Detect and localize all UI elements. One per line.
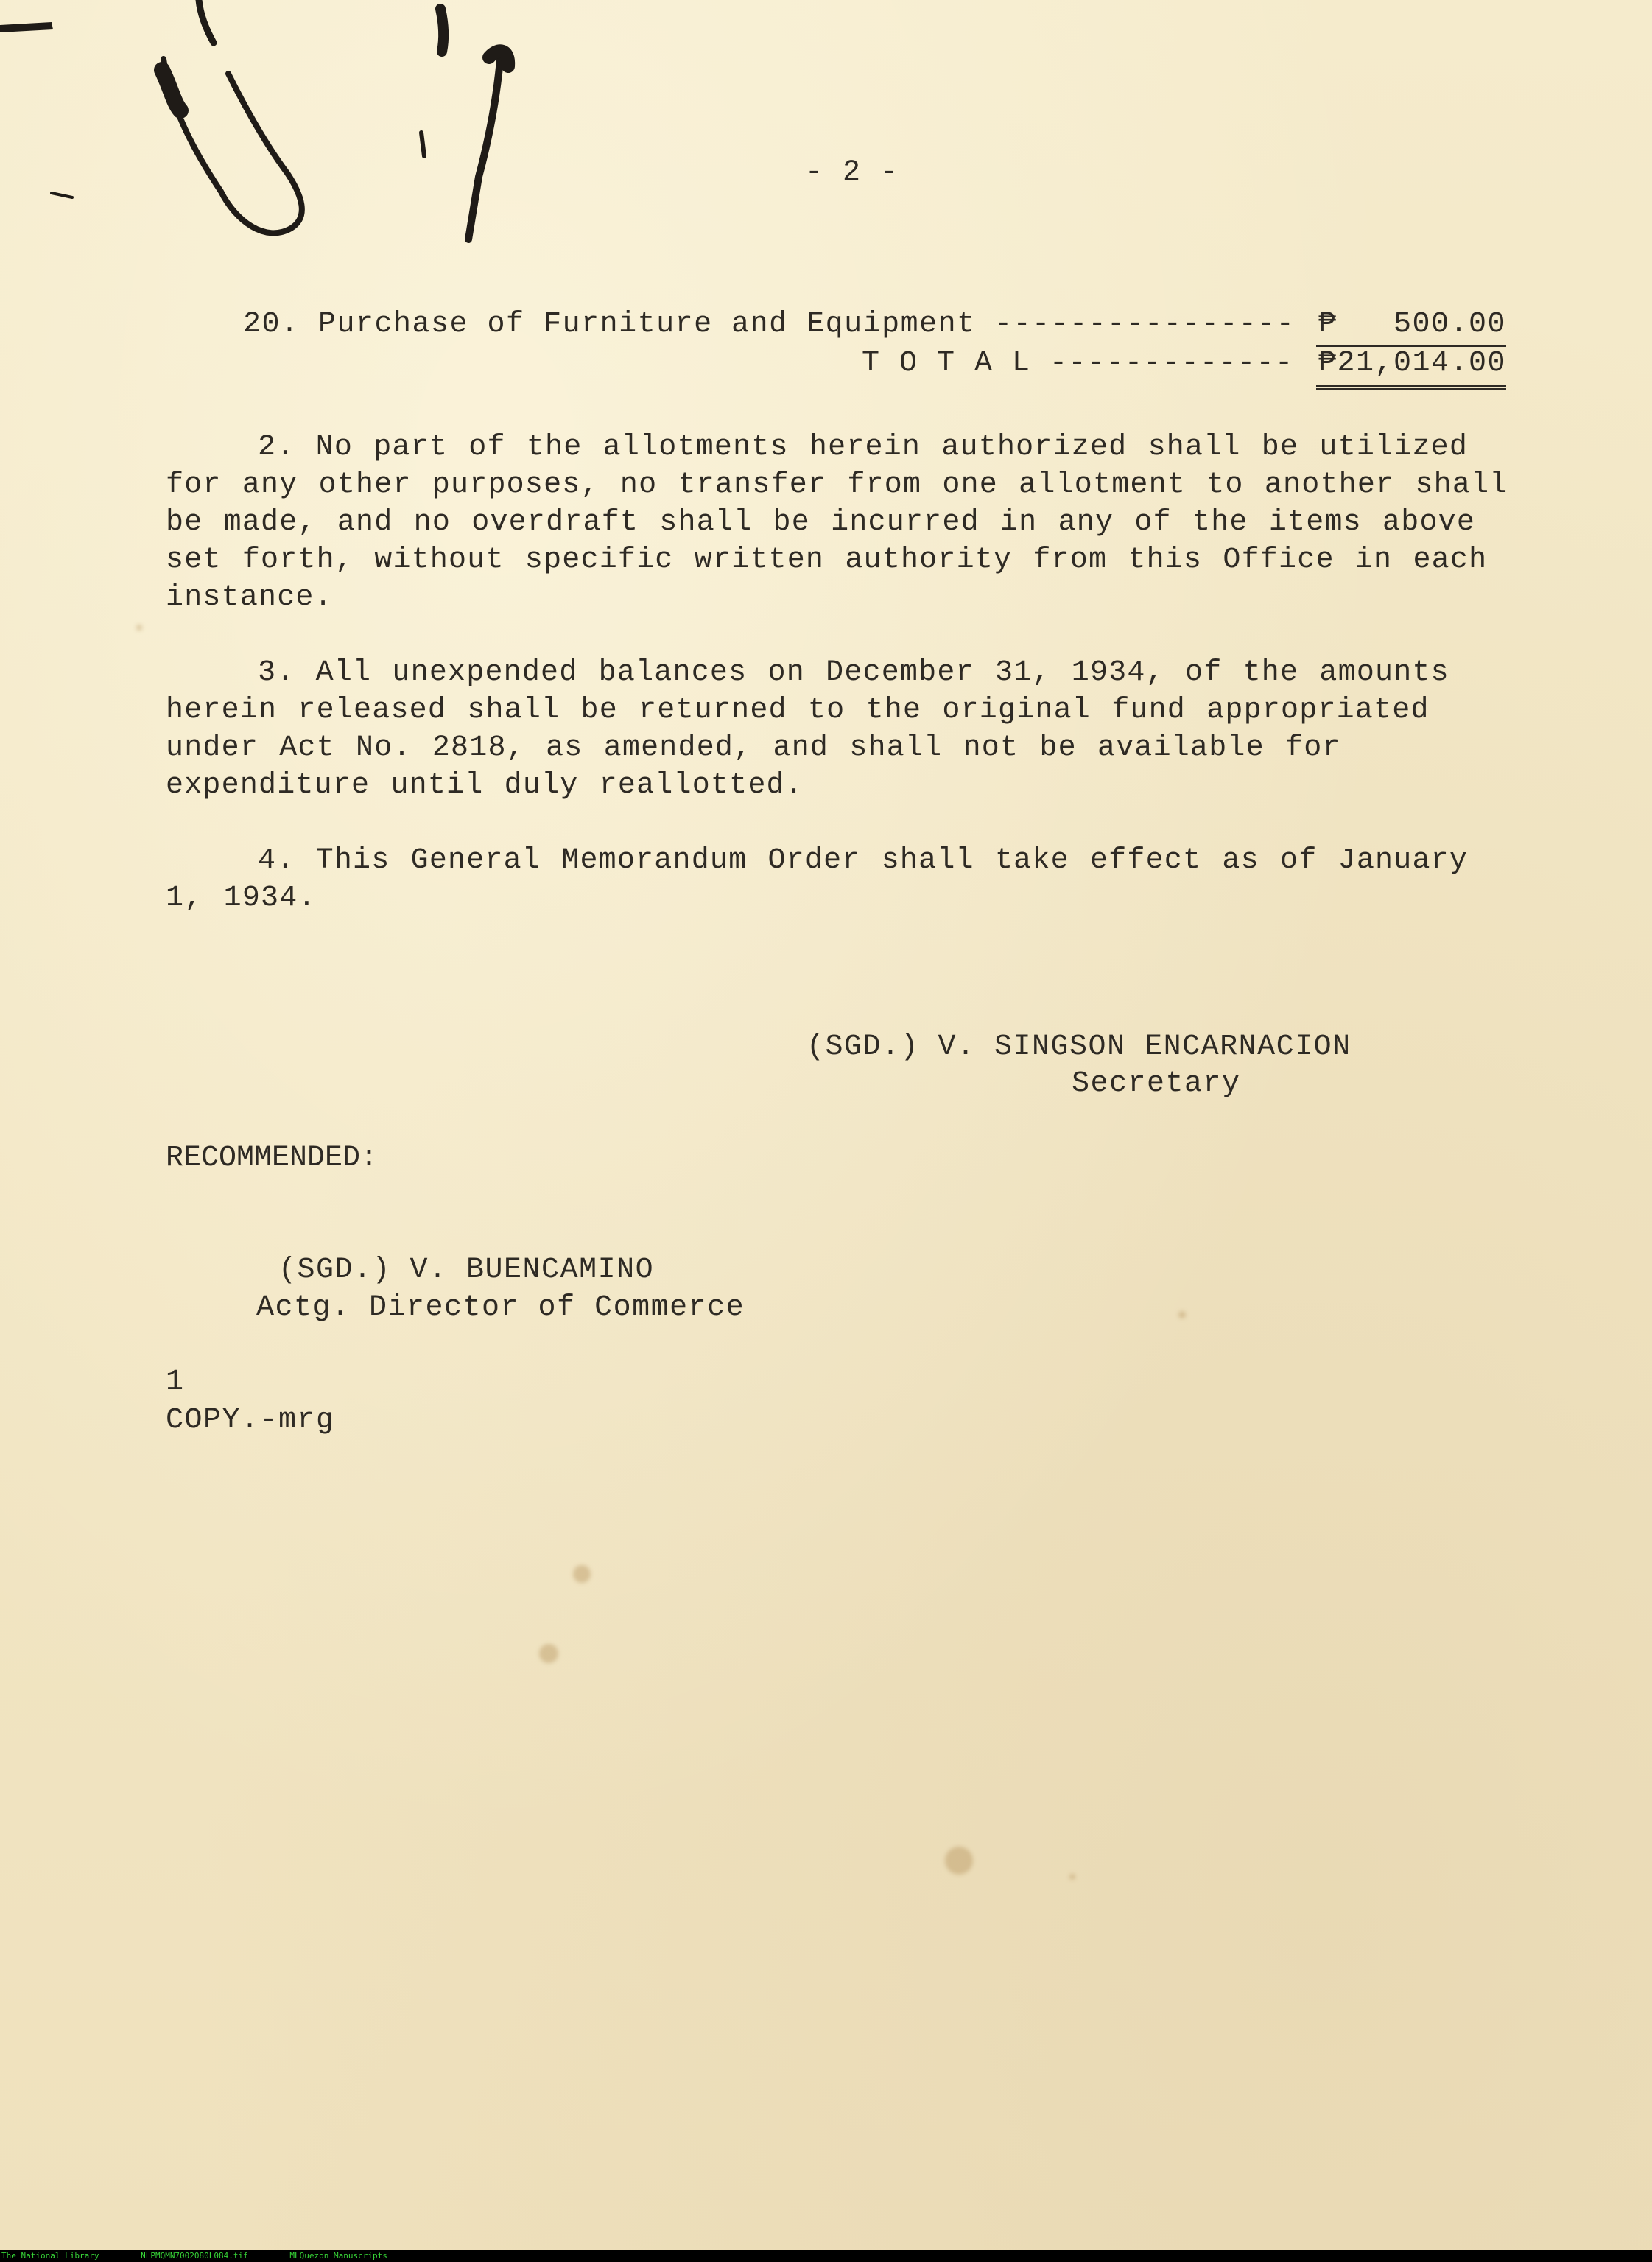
paper-stain: [945, 1847, 973, 1875]
staple-marks-icon: [0, 0, 560, 265]
total-amount: ₱21,014.00: [1316, 345, 1506, 390]
archive-footer-bar: [0, 2250, 1652, 2262]
total-label: T O T A L -------------: [862, 347, 1294, 380]
paper-stain: [136, 625, 142, 631]
reference-number: 1: [166, 1366, 185, 1399]
paper-stain: [1069, 1874, 1075, 1880]
footer-library: The National Library: [1, 2251, 99, 2261]
paper-stain: [1178, 1311, 1186, 1318]
secretary-signature: (SGD.) V. SINGSON ENCARNACION: [806, 1030, 1352, 1064]
director-signature: (SGD.) V. BUENCAMINO: [278, 1254, 655, 1287]
allotment-item-amount: ₱ 500.00: [1316, 306, 1506, 347]
copy-note: COPY.-mrg: [166, 1404, 335, 1437]
allotment-item-label: 20. Purchase of Furniture and Equipment ----------------: [243, 308, 1296, 341]
paper-stain: [573, 1565, 591, 1583]
director-title: Actg. Director of Commerce: [256, 1291, 745, 1324]
footer-file: NLPMQMN7002080L084.tif: [141, 2251, 248, 2261]
secretary-title: Secretary: [1072, 1067, 1241, 1100]
paragraph-3: 3. All unexpended balances on December 31, 1934, of the amounts herein released shall be returned to the original fund appropriated under Act No. 2818, as amended, and shall not be available for expenditure until duly reallotted.: [166, 656, 1449, 802]
paragraph-4: 4. This General Memorandum Order shall take effect as of January 1, 1934.: [166, 844, 1469, 915]
footer-collection: MLQuezon Manuscripts: [289, 2251, 387, 2261]
paragraph-2: 2. No part of the allotments herein authorized shall be utilized for any other purposes, no transfer from one allotment to another shall be made, and no overdraft shall be incurred in any of the items above set forth, without specific written authority from this Office in each instance.: [166, 431, 1508, 614]
recommended-label: RECOMMENDED:: [166, 1142, 379, 1175]
page-number: - 2 -: [805, 156, 899, 189]
paper-stain: [539, 1644, 558, 1663]
